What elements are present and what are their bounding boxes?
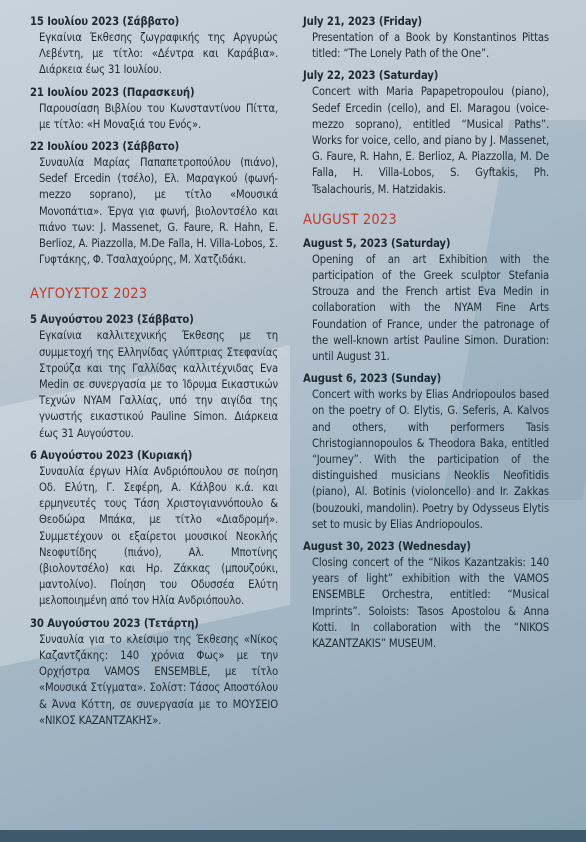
event-date: August 6, 2023 (Sunday) <box>303 372 442 386</box>
event-entry <box>30 312 278 441</box>
event-description: Εγκαίνια καλλιτεχνικής Έκθεσης με τη συμμετοχή της Ελληνίδας γλύπτριας Στεφανίας Στρούζα και της Γαλλίδας καλλιτέχνιδας Eva Medin σε συνεργασία με το Ίδρυμα Εικαστικών Τεχνών NYAM Γαλλίας, υπό την αιγίδα της γνωστής εικαστικού Pauline Simon. Διάρκεια έως 31 Αυγούστου. <box>39 329 278 440</box>
month-heading: ΑΥΓΟΥΣΤΟΣ 2023 <box>30 286 148 303</box>
event-description: Concert with Maria Papapetropoulou (piano), Sedef Ercedin (cello), and El. Maragou (voice-mezzo soprano), entitled “Musical Paths”. Works for voice, cello, and piano by J. Massenet, G. Faure, R. Hahn, E. Berlioz, A. Piazzolla, M. De Falla, H. Villa-Lobos, S. Gyftakis, Ph. Tsalachouris, M. Hatzidakis. <box>312 85 549 196</box>
event-description: Opening of an art Exhibition with the participation of the Greek sculptor Stefania Strouza and the French artist Eva Medin in collaboration with the NYAM Fine Arts Foundation of France, under the patronage of the well-known artist Pauline Simon. Duration: until August 31. <box>312 252 549 364</box>
event-date: July 21, 2023 (Friday) <box>303 15 423 28</box>
month-heading: AUGUST 2023 <box>303 211 397 228</box>
event-entry <box>303 14 549 62</box>
event-date: 22 Ιουλίου 2023 (Σάββατο) <box>30 140 180 154</box>
event-entry <box>30 14 278 79</box>
event-description: Closing concert of the “Nikos Kazantzakis: 140 years of light” exhibition with the VAMOS ENSEMBLE Orchestra, entitled: “Musical Imprints”. Soloists: Tasos Apostolou & Anna Kotti. In collaboration with the “NIKOS KAZANTZAKIS” MUSEUM. <box>312 556 549 651</box>
bottom-bar <box>0 830 586 842</box>
event-entry <box>30 139 278 268</box>
event-entry <box>30 448 278 610</box>
event-date: August 5, 2023 (Saturday) <box>303 236 451 250</box>
event-entry <box>303 236 549 365</box>
event-entry <box>30 85 278 133</box>
event-date: 30 Αυγούστου 2023 (Τετάρτη) <box>30 616 199 630</box>
event-entry <box>303 68 549 197</box>
event-description: Συναυλία Μαρίας Παπαπετροπούλου (πιάνο), Sedef Ercedin (τσέλο), Ελ. Μαραγκού (φωνή-mezzo soprano), με τίτλο «Μουσικά Μονοπάτια». Έργα για φωνή, βιολοντσέλο και πιάνο των: J. Massenet, G. Faure, R. Hahn, E. Berlioz, A. Piazzolla, M.De Falla, H. Villa-Lobos, Σ. Γυφτάκης, Φ. Τσαλαχούρης, Μ. Χατζιδάκι. <box>39 156 278 267</box>
event-description: Concert with works by Elias Andriopoulos based on the poetry of O. Elytis, G. Seferis, A. Kalvos and others, with performers Tasis Christogiannopoulos & Theodora Baka, entitled “Journey”. With the participation of the distinguished musicians Neoklis Neofitidis (piano), Al. Botinis (violoncello) and Ir. Zakkas (bouzouki, mandolin). Poetry by Odysseus Elytis set to music by Elias Andriopoulos. <box>312 388 549 531</box>
event-entry <box>30 616 278 729</box>
event-date: August 30, 2023 (Wednesday) <box>303 540 471 554</box>
greek-column <box>30 14 278 735</box>
event-entry <box>303 371 549 533</box>
event-description: Συναυλία για το κλείσιμο της Έκθεσης «Νίκος Καζαντζάκης: 140 χρόνια Φως» με την Ορχήστρα VAMOS ENSEMBLE, με τίτλο «Μουσικά Στίγματα». Σολίστ: Τάσος Αποστόλου & Άννα Κόττη, σε συνεργασία με το ΜΟΥΣΕΙΟ «ΝΙΚΟΣ ΚΑΖΑΝΤΖΑΚΗΣ». <box>39 632 278 727</box>
event-description: Συναυλία έργων Ηλία Ανδριόπουλου σε ποίηση Οδ. Ελύτη, Γ. Σεφέρη, Α. Κάλβου κ.ά. και ερμηνευτές τους Τάση Χριστογιαννόπουλο & Θεοδώρα Μπάκα, με τίτλο «Διαδρομή». Συμμετέχουν οι εξαίρετοι μουσικοί Νεοκλής Νεοφυτίδης (πιάνο), Αλ. Μποτίνης (βιολοντσέλο) και Ηρ. Ζάκκας (μπουζούκι, μαντολίνο). Ποίηση του Οδυσσέα Ελύτη μελοποιημένη από τον Ηλία Ανδριόπουλο. <box>39 464 278 608</box>
event-date: 21 Ιουλίου 2023 (Παρασκευή) <box>30 85 195 99</box>
event-description: Presentation of a Book by Konstantinos Pittas titled: “The Lonely Path of the One”. <box>312 31 549 61</box>
event-entry <box>303 539 549 652</box>
event-description: Παρουσίαση Βιβλίου του Κωνσταντίνου Πίττα, με τίτλο: «Η Μοναξιά του Ενός». <box>39 101 278 131</box>
english-column <box>303 14 549 658</box>
event-description: Εγκαίνια Έκθεσης ζωγραφικής της Αργυρώς Λεβέντη, με τίτλο: «Δέντρα και Καράβια». Διάρκεια έως 31 Ιουλίου. <box>39 31 278 77</box>
event-date: July 22, 2023 (Saturday) <box>303 69 439 83</box>
event-date: 15 Ιουλίου 2023 (Σάββατο) <box>30 15 180 28</box>
event-date: 5 Αυγούστου 2023 (Σάββατο) <box>30 313 194 327</box>
event-date: 6 Αυγούστου 2023 (Κυριακή) <box>30 448 193 462</box>
